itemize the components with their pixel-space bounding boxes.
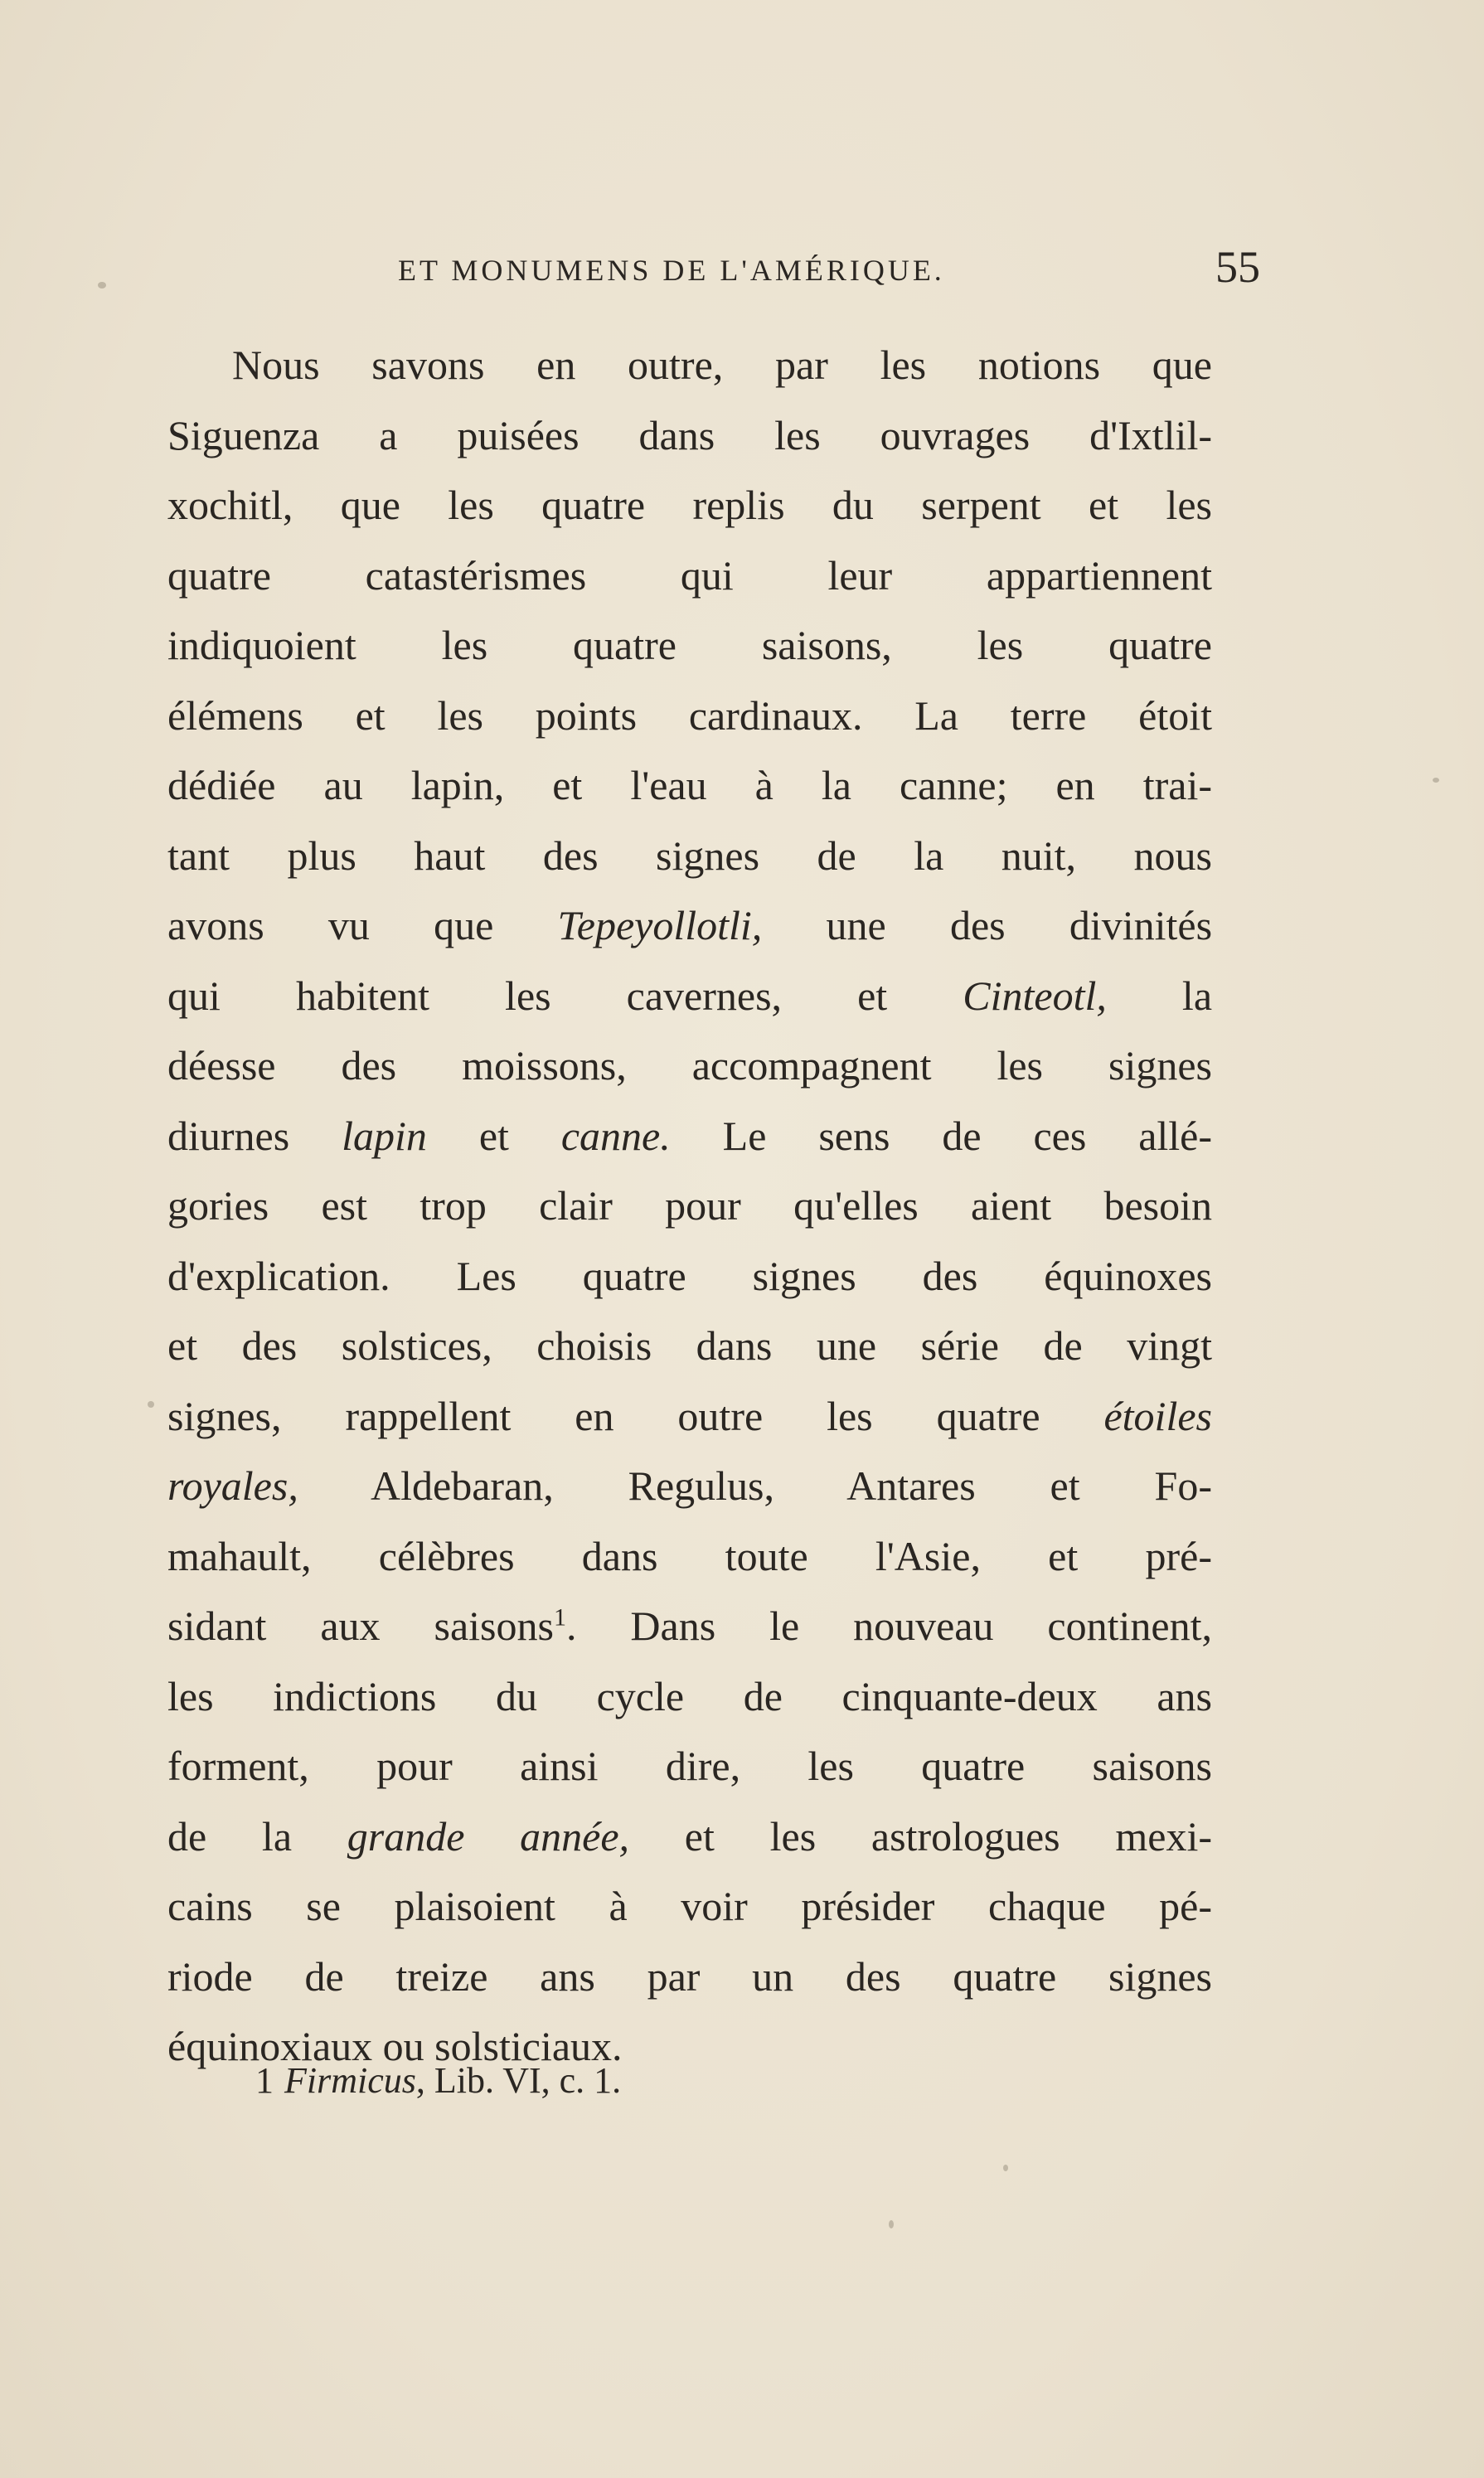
footnote-marker[interactable]: 1 (553, 1603, 566, 1632)
text-segment: . Dans le nouveau continent, (565, 1603, 1212, 1649)
italic-term: Tepeyollotli, (557, 902, 763, 948)
italic-term: Cinteotl, (963, 972, 1107, 1019)
footnote-author: Firmicus (284, 2060, 416, 2101)
page-number: 55 (1215, 242, 1260, 292)
text-line: Nous savons en outre, par les notions que (232, 342, 1212, 388)
footnote-number: 1 (255, 2060, 274, 2101)
text-line: Siguenza a puisées dans les ouvrages d'Ixtlil- (167, 411, 1212, 458)
text-line: d'explication. Les quatre signes des équinoxes (167, 1252, 1212, 1299)
text-line: forment, pour ainsi dire, les quatre saisons (167, 1743, 1212, 1789)
text-segment: Le sens de ces allé- (722, 1112, 1213, 1159)
text-segment: et les astrologues mexi- (684, 1812, 1212, 1860)
footnote (255, 2054, 621, 2107)
paper-speck (148, 1401, 154, 1408)
text-line: tant plus haut des signes de la nuit, nous (167, 832, 1212, 879)
body-text (167, 330, 1212, 2082)
text-line (167, 1451, 1212, 1521)
italic-term: royales, (167, 1462, 298, 1509)
italic-term: lapin (342, 1112, 427, 1159)
italic-term: étoiles (1103, 1392, 1212, 1439)
text-line: cains se plaisoient à voir présider chaque pé- (167, 1883, 1212, 1929)
text-segment: une des divinités (826, 902, 1213, 948)
text-segment: de la (167, 1812, 293, 1860)
footnote-reference: , Lib. VI, c. 1. (415, 2060, 622, 2101)
text-segment: la (1181, 972, 1213, 1019)
text-line: les indictions du cycle de cinquante-deux ans (167, 1672, 1212, 1719)
paper-speck (1433, 778, 1439, 783)
text-segment: Aldebaran, Regulus, Antares et Fo- (371, 1462, 1212, 1509)
text-line (167, 1381, 1212, 1452)
text-line: quatre catastérismes qui leur appartiennent (167, 551, 1212, 599)
running-title: ET MONUMENS DE L'AMÉRIQUE. (398, 254, 945, 287)
text-segment: et (478, 1112, 509, 1159)
paper-speck (98, 282, 106, 289)
text-line: et des solstices, choisis dans une série de vingt (167, 1322, 1212, 1369)
text-line (167, 1802, 1212, 1872)
paper-speck (889, 2220, 894, 2228)
text-segment: signes, rappellent en outre les quatre (167, 1392, 1040, 1439)
text-line (167, 890, 1212, 961)
text-segment: avons vu que (167, 902, 494, 948)
text-line: riode de treize ans par un des quatre signes (167, 1952, 1212, 2000)
paper-speck (1003, 2165, 1008, 2171)
text-line: dédiée au lapin, et l'eau à la canne; en trai- (167, 762, 1212, 808)
text-line: indiquoient les quatre saisons, les quatre (167, 622, 1212, 668)
italic-term: canne. (560, 1112, 671, 1159)
text-line: xochitl, que les quatre replis du serpent et les (167, 482, 1212, 528)
text-segment: diurnes (167, 1112, 290, 1159)
text-line (167, 1101, 1212, 1171)
text-segment: sidant aux saisons (167, 1603, 554, 1649)
text-line: déesse des moissons, accompagnent les signes (167, 1042, 1212, 1089)
text-line: mahault, célèbres dans toute l'Asie, et pré- (167, 1532, 1212, 1579)
italic-term: grande année, (347, 1812, 630, 1860)
text-line (167, 961, 1212, 1031)
text-segment: qui habitent les cavernes, et (167, 972, 888, 1019)
text-line: équinoxiaux ou solsticiaux. (167, 2023, 623, 2069)
text-line: gories est trop clair pour qu'elles aient besoin (167, 1182, 1212, 1229)
text-line: élémens et les points cardinaux. La terre étoit (167, 691, 1212, 739)
text-line (167, 1591, 1212, 1661)
